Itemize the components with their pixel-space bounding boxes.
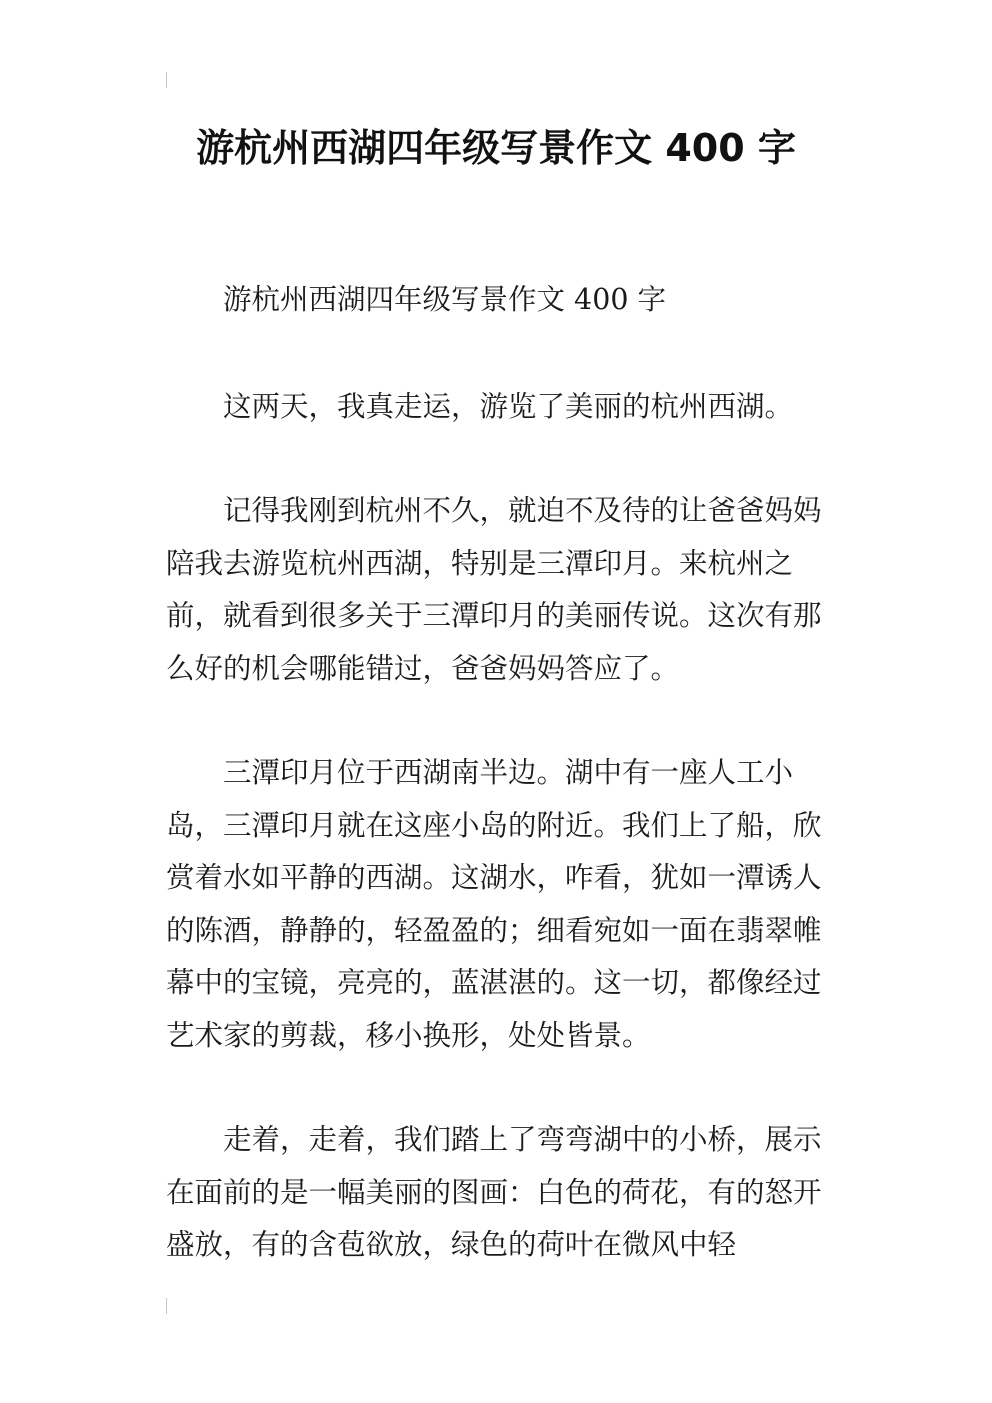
page-corner-mark-bottom bbox=[166, 1298, 167, 1314]
paragraph-1: 这两天，我真走运，游览了美丽的杭州西湖。 bbox=[223, 390, 794, 423]
paragraph-subtitle: 游杭州西湖四年级写景作文 400 字 bbox=[223, 283, 667, 316]
paragraph-2: 记得我刚到杭州不久，就迫不及待的让爸爸妈妈陪我去游览杭州西湖，特别是三潭印月。来杭州之前，就看到很多关于三潭印月的美丽传说。这次有那么好的机会哪能错过，爸爸妈妈答应了。 bbox=[166, 494, 822, 685]
paragraph-3: 三潭印月位于西湖南半边。湖中有一座人工小岛，三潭印月就在这座小岛的附近。我们上了船，欣赏着水如平静的西湖。这湖水，咋看，犹如一潭诱人的陈酒，静静的，轻盈盈的；细看宛如一面在翡翠帷幕中的宝镜，亮亮的，蓝湛湛的。这一切，都像经过艺术家的剪裁，移小换形，处处皆景。 bbox=[166, 756, 822, 1052]
page-corner-mark-top bbox=[166, 72, 167, 88]
page-title: 游杭州西湖四年级写景作文 400 字 bbox=[196, 126, 796, 170]
paragraph-4: 走着，走着，我们踏上了弯弯湖中的小桥，展示在面前的是一幅美丽的图画：白色的荷花，有的怒开盛放，有的含苞欲放，绿色的荷叶在微风中轻 bbox=[166, 1123, 822, 1261]
